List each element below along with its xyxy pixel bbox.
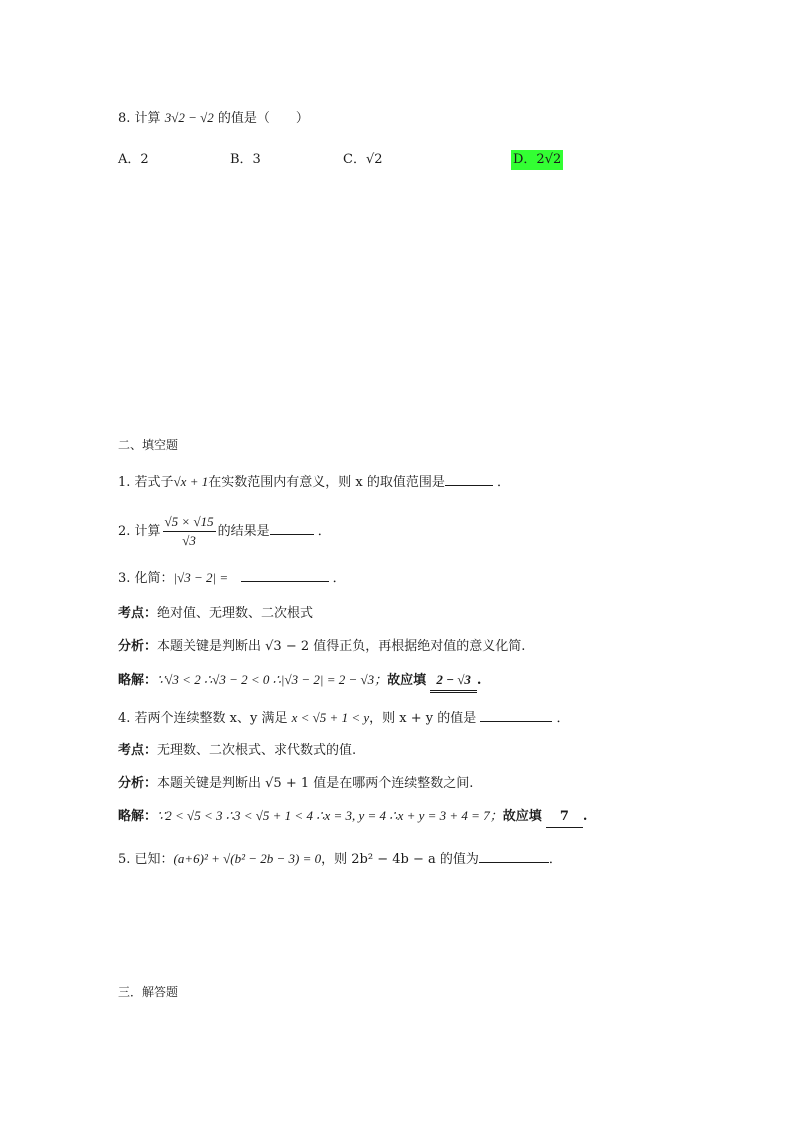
q5-expression: (a+6)² + √(b² − 2b − 3) = 0 — [173, 851, 322, 866]
option-d-highlighted: D．2√2 — [511, 150, 563, 170]
option-b: B．3 — [230, 152, 261, 167]
q3-expression: |√3 − 2| = — [173, 570, 229, 585]
answer-blank — [480, 721, 552, 722]
s2-question-1: 1. 若式子√x + 1在实数范围内有意义，则 x 的取值范围是 ． — [118, 474, 510, 490]
question-8 — [118, 108, 309, 129]
option-c: C．√2 — [343, 152, 383, 167]
s2-question-3: 3. 化简：|√3 − 2| = ． — [118, 570, 346, 586]
q4-fenxi: 分析：本题关键是判断出 √5 + 1 值是在哪两个连续整数之间. — [118, 776, 474, 791]
section-2-heading: 二、填空题 — [118, 438, 179, 452]
answer-blank — [445, 485, 493, 486]
option-a: A．2 — [118, 152, 149, 167]
q8-suffix: 的值是（ ） — [217, 111, 309, 126]
answer-blank — [270, 534, 314, 535]
q3-lue-jie: 略解：∵√3 < 2 ∴√3 − 2 < 0 ∴|√3 − 2| = 2 − √3；故应填 2 − √3 . — [118, 670, 481, 693]
q3-fenxi: 分析：本题关键是判断出 √3 − 2 值得正负，再根据绝对值的意义化简. — [118, 639, 526, 654]
q8-expression: 3√2 − √2 — [164, 110, 214, 125]
section-3-heading: 三．解答题 — [118, 985, 179, 999]
q2-fraction: $\frac{√5 \times √15}{√3}$ — [164, 514, 214, 548]
q4-expression: x < √5 + 1 < y — [291, 710, 370, 725]
answer-blank — [241, 581, 329, 582]
s2-question-2: 2. 计算 $\frac{√5 \times √15}{√3}$ 的结果是 ． — [118, 514, 331, 548]
q1-expression: √x + 1 — [173, 474, 209, 489]
q3-kaodian: 考点：绝对值、无理数、二次根式 — [118, 606, 314, 621]
q4-kaodian: 考点：无理数、二次根式、求代数式的值. — [118, 743, 357, 758]
q4-lue-jie: 略解：∵2 < √5 < 3 ∴3 < √5 + 1 < 4 ∴x = 3, y = 4 ∴x + y = 3 + 4 = 7；故应填 7 . — [118, 806, 587, 828]
q4-answer: 7 — [546, 807, 583, 828]
s2-question-4: 4. 若两个连续整数 x、y 满足 x < √5 + 1 < y，则 x + y 的值是 ． — [118, 710, 570, 726]
answer-blank — [479, 862, 549, 863]
q8-prefix: 8. 计算 — [118, 111, 161, 126]
q3-answer: 2 − √3 — [430, 670, 477, 693]
s2-question-5: 5. 已知：(a+6)² + √(b² − 2b − 3) = 0，则 2b² − 4b − a 的值为 ． — [118, 851, 562, 867]
